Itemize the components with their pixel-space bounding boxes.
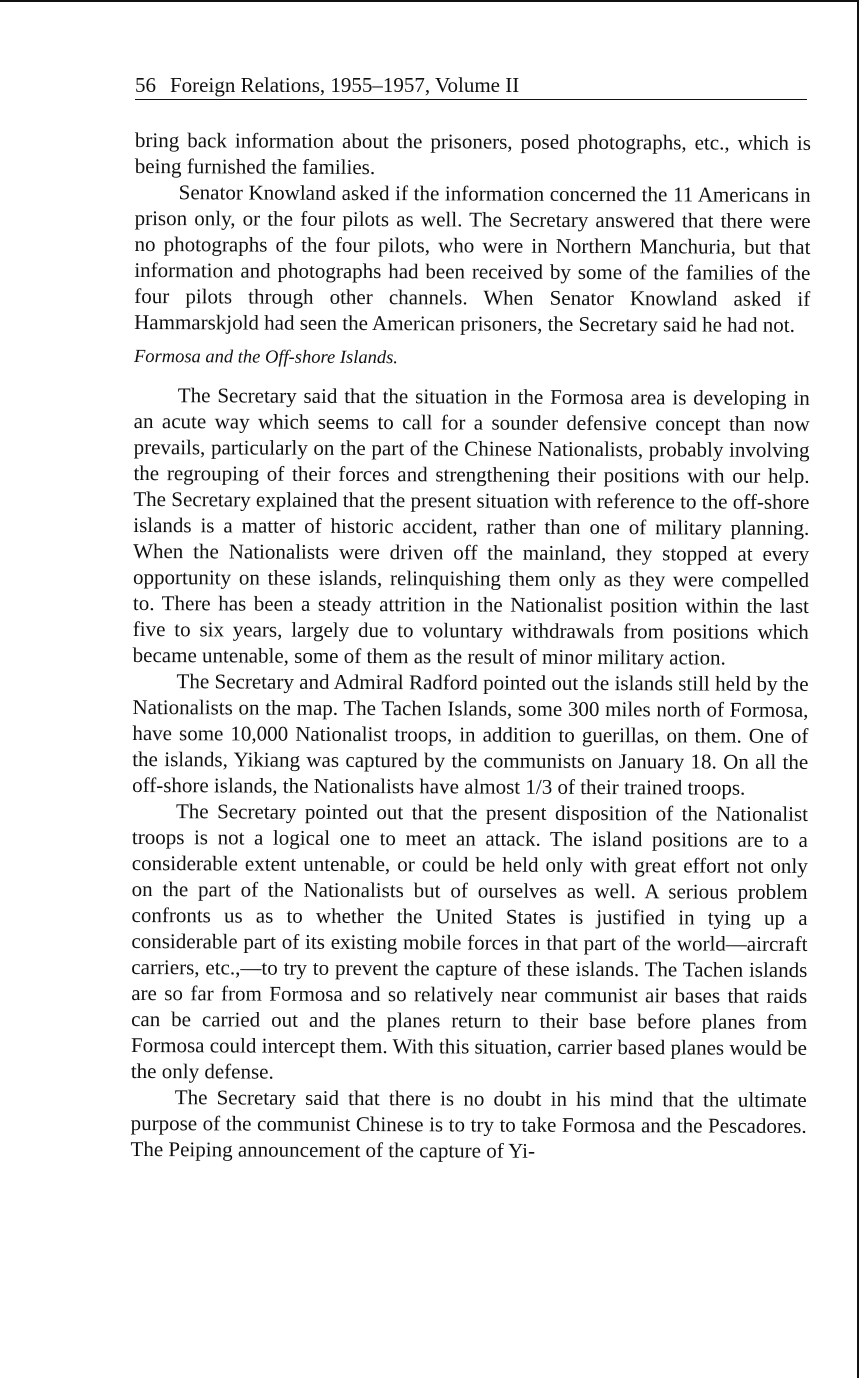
running-header: [135, 72, 807, 100]
page-body: [130, 127, 811, 1165]
section-heading: Formosa and the Off-shore Islands.: [133, 346, 399, 369]
paragraph-formosa-situation: The Secretary said that the situation in the Formosa area is developing in an acute way which seems to call for a sounder defensive concept than now prevails, particularly on the part of the Chinese Nationalists, probably involving the regrouping of their forces and strengthening their positions with our help. The Secretary explained that the present situation with reference to the off-shore islands is a matter of historic accident, rather than one of military planning. When the Nationalists were driven off the mainland, they stopped at every opportunity on these islands, relinquishing them only as they were compelled to. There has been a steady attrition in the Nationalist position within the last five to six years, largely due to voluntary withdrawals from positions which became untenable, some of them as the result of minor military action.: [132, 383, 810, 670]
running-title: Foreign Relations, 1955–1957, Volume II: [170, 73, 520, 97]
paragraph-troop-disposition: The Secretary pointed out that the present disposition of the Nationalist troops is not a logical one to meet an attack. The island positions are to a considerable extent untenable, or could be held only with great effort not only on the part of the Nationalists but of ourselves as well. A serious problem confronts us as to whether the United States is justified in tying up a considerable part of its existing mobile forces in that part of the world—aircraft carriers, etc.,—to try to prevent the capture of these islands. The Tachen islands are so far from Formosa and so relatively near communist air bases that raids can be carried out and the planes return to their base before planes from Formosa could intercept them. With this situation, carrier based planes would be the only defense.: [130, 799, 809, 1084]
paragraph-continued: bring back information about the prisoners, posed photographs, etc., which is being furnished the families.: [134, 127, 811, 180]
page-number: 56: [135, 73, 156, 97]
paragraph-knowland: Senator Knowland asked if the information concerned the 11 Americans in prison only, or the four pilots as well. The Secretary answered that there were no photographs of the four pilots, who were in Northern Manchuria, but that information and photographs had been received by some of the families of the four pilots through other channels. When Senator Knowland asked if Hammarskjold had seen the American prisoners, the Secretary said he had not.: [134, 180, 811, 337]
paragraph-communist-purpose: The Secretary said that there is no doubt in his mind that the ultimate purpose of the communist Chinese is to try to take Formosa and the Pescadores. The Peiping announcement of the capture of Yi-: [130, 1085, 807, 1163]
paragraph-tachen-islands: The Secretary and Admiral Radford pointed out the islands still held by the Nationalists on the map. The Tachen Islands, some 300 miles north of Formosa, have some 10,000 Nationalist troops, in addition to guerillas, on them. One of the islands, Yikiang was captured by the communists on January 18. On all the off-shore islands, the Nationalists have almost 1/3 of their trained troops.: [132, 669, 809, 800]
